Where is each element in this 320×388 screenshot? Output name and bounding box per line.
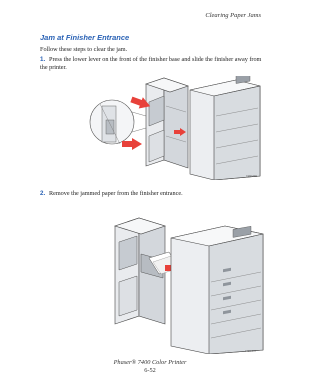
- intro-text: Follow these steps to clear the jam.: [40, 46, 128, 53]
- printer-body: [190, 76, 260, 180]
- finisher-unit: [146, 78, 188, 168]
- figure-code: 7400-066: [246, 175, 257, 178]
- running-header: Clearing Paper Jams: [205, 12, 261, 19]
- section-title: Jam at Finisher Entrance: [40, 33, 130, 42]
- printer-body: [171, 226, 263, 354]
- step-number: 2.: [40, 190, 46, 197]
- lever-closeup-callout: [90, 100, 146, 144]
- footer-product: Phaser® 7400 Color Printer: [113, 359, 187, 366]
- step-text: Remove the jammed paper from the finisher entrance.: [49, 190, 183, 197]
- figure-code: 7400-067: [245, 350, 256, 353]
- remove-jammed-paper-illustration: [105, 212, 265, 354]
- step-number: 1.: [40, 56, 46, 63]
- step-1: [40, 56, 270, 72]
- step-2: [40, 190, 270, 198]
- footer-page-number: 6-52: [144, 367, 156, 374]
- step-text: Press the lower lever on the front of the finisher base and slide the finisher away from the printer.: [40, 56, 262, 71]
- finisher-slide-away-illustration: [86, 76, 262, 180]
